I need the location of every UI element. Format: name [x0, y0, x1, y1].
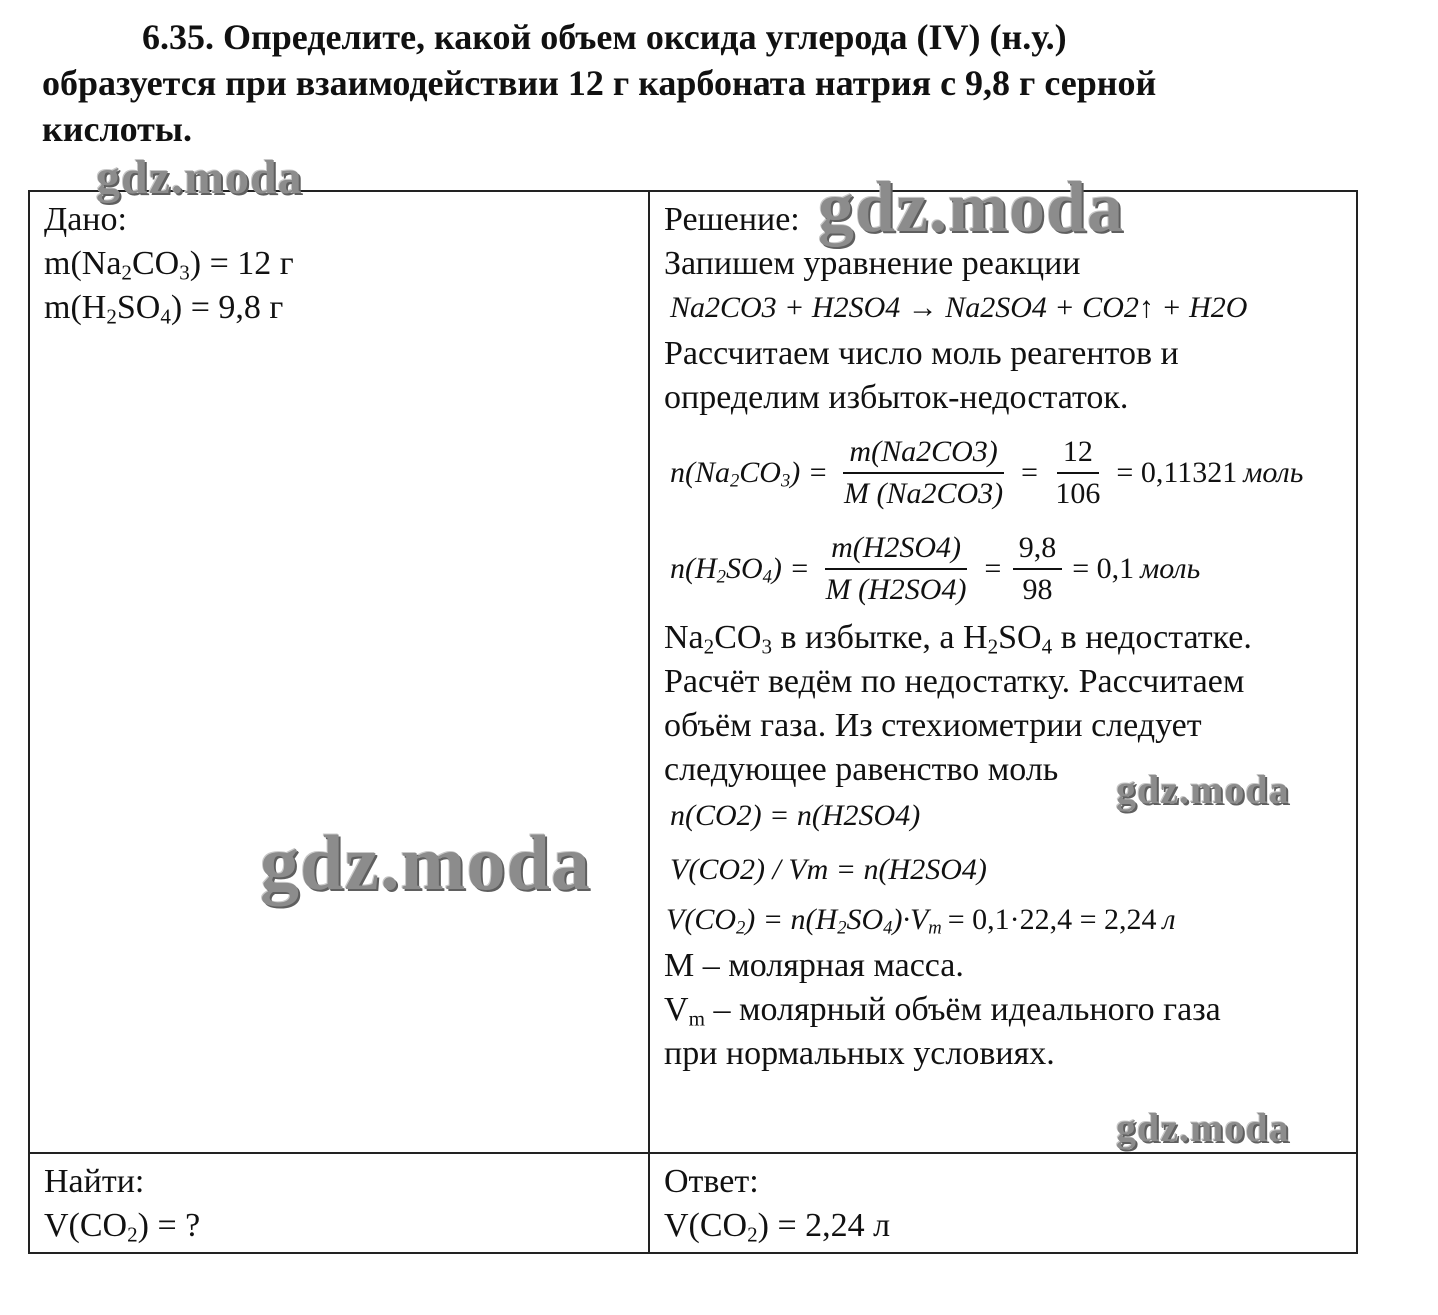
- n-na2co3-lhs: $n(Na_2CO_3)$ =: [670, 456, 829, 492]
- given-header: Дано:: [44, 201, 127, 238]
- fraction-mass-value: 9,8: [1013, 528, 1063, 570]
- solution-intro: Запишем уравнение реакции: [664, 245, 1081, 282]
- watermark: gdz.moda: [1116, 767, 1290, 812]
- calc-text-2: определим избыток-недостаток.: [664, 379, 1129, 416]
- fraction-molar-value: 106: [1055, 477, 1101, 510]
- n-na2co3-unit: моль: [1243, 456, 1304, 489]
- find-header: Найти:: [44, 1163, 145, 1200]
- fraction-denominator: M (Na2CO3): [844, 477, 1004, 510]
- fraction-numerator: m(Na2CO3): [843, 432, 1003, 474]
- calc-text-1: Рассчитаем число моль реагентов и: [664, 335, 1179, 372]
- formula-n-h2so4: $n(H_2SO_4)$ = $\frac{m(H2SO4)}{M (H2SO4)}$ = $\frac{9,8}{98}$ = 0,1 моль: [670, 528, 1344, 610]
- problem-line-1: 6.35. Определите, какой объем оксида углерода (IV) (н.у.): [142, 17, 1067, 57]
- given-cell: [29, 191, 649, 1153]
- volume-calculation: = 0,1·22,4 = 2,24: [947, 903, 1157, 936]
- fraction-numerator: m(H2SO4): [825, 528, 967, 570]
- answer-cell: [649, 1153, 1357, 1253]
- solution-table: [28, 190, 1358, 1254]
- solution-text-3: следующее равенство моль: [664, 751, 1059, 788]
- watermark: gdz.moda: [1116, 1105, 1290, 1150]
- note-molar-volume-2: при нормальных условиях.: [664, 1035, 1055, 1072]
- given-mass-na2co3: $m(Na_2CO_3) = 12$ г: [44, 245, 294, 285]
- formula-n-na2co3: $n(Na_2CO_3)$ = $\frac{m(Na2CO3)}{M (Na2CO3)}$ = $\frac{12}{106}$ = 0,11321 моль: [670, 432, 1344, 514]
- volume-unit: л: [1162, 903, 1176, 936]
- answer-value: $V(CO_2) = 2,24$ л: [664, 1207, 891, 1247]
- fraction-mass-value: 12: [1057, 432, 1099, 474]
- find-cell: [29, 1153, 649, 1253]
- n-h2so4-lhs: $n(H_2SO_4)$ =: [670, 552, 810, 588]
- note-molar-mass: M – молярная масса.: [664, 947, 964, 984]
- note-molar-volume-1: $V_m$ – молярный объём идеального газа: [664, 991, 1221, 1031]
- fraction-values: [1013, 528, 1063, 610]
- equation-volume-result: $V(CO_2) = n(H_2SO_4)\cdot V_m$ = 0,1·22,4 = 2,24 л: [666, 900, 1344, 940]
- solution-header: Решение:: [664, 201, 800, 238]
- n-h2so4-result: = 0,1: [1072, 552, 1135, 585]
- answer-header: Ответ:: [664, 1163, 759, 1200]
- problem-line-2: образуется при взаимодействии 12 г карбоната натрия с 9,8 г серной: [42, 63, 1157, 103]
- watermark: gdz.moda: [260, 819, 591, 906]
- watermark: gdz.moda: [818, 167, 1125, 247]
- fraction-mass-over-molar: [838, 432, 1009, 514]
- equation-mole-equality: n(CO2) = n(H2SO4): [670, 799, 921, 832]
- watermark: gdz.moda: [96, 151, 303, 204]
- fraction-molar-value: 98: [1022, 573, 1053, 606]
- solution-cell: [649, 191, 1357, 1153]
- fraction-values: [1049, 432, 1106, 514]
- fraction-denominator: M (H2SO4): [825, 573, 967, 606]
- excess-statement: $Na_2CO_3$ в избытке, а $H_2SO_4$ в недостатке.: [664, 619, 1252, 659]
- find-value: $V(CO_2)$ = ?: [44, 1207, 201, 1247]
- problem-line-3: кислоты.: [42, 109, 192, 149]
- solution-text-1: Расчёт ведём по недостатку. Рассчитаем: [664, 663, 1245, 700]
- reaction-equation: Na2CO3 + H2SO4 → Na2SO4 + CO2↑ + H2O: [670, 291, 1248, 324]
- n-h2so4-unit: моль: [1140, 552, 1201, 585]
- problem-statement: [42, 14, 1302, 152]
- solution-text-2: объём газа. Из стехиометрии следует: [664, 707, 1202, 744]
- given-mass-h2so4: $m(H_2SO_4) = 9,8$ г: [44, 289, 284, 329]
- equation-volume-ratio: V(CO2) / Vm = n(H2SO4): [670, 853, 987, 886]
- n-na2co3-result: = 0,11321: [1116, 456, 1238, 489]
- fraction-mass-over-molar: [820, 528, 973, 610]
